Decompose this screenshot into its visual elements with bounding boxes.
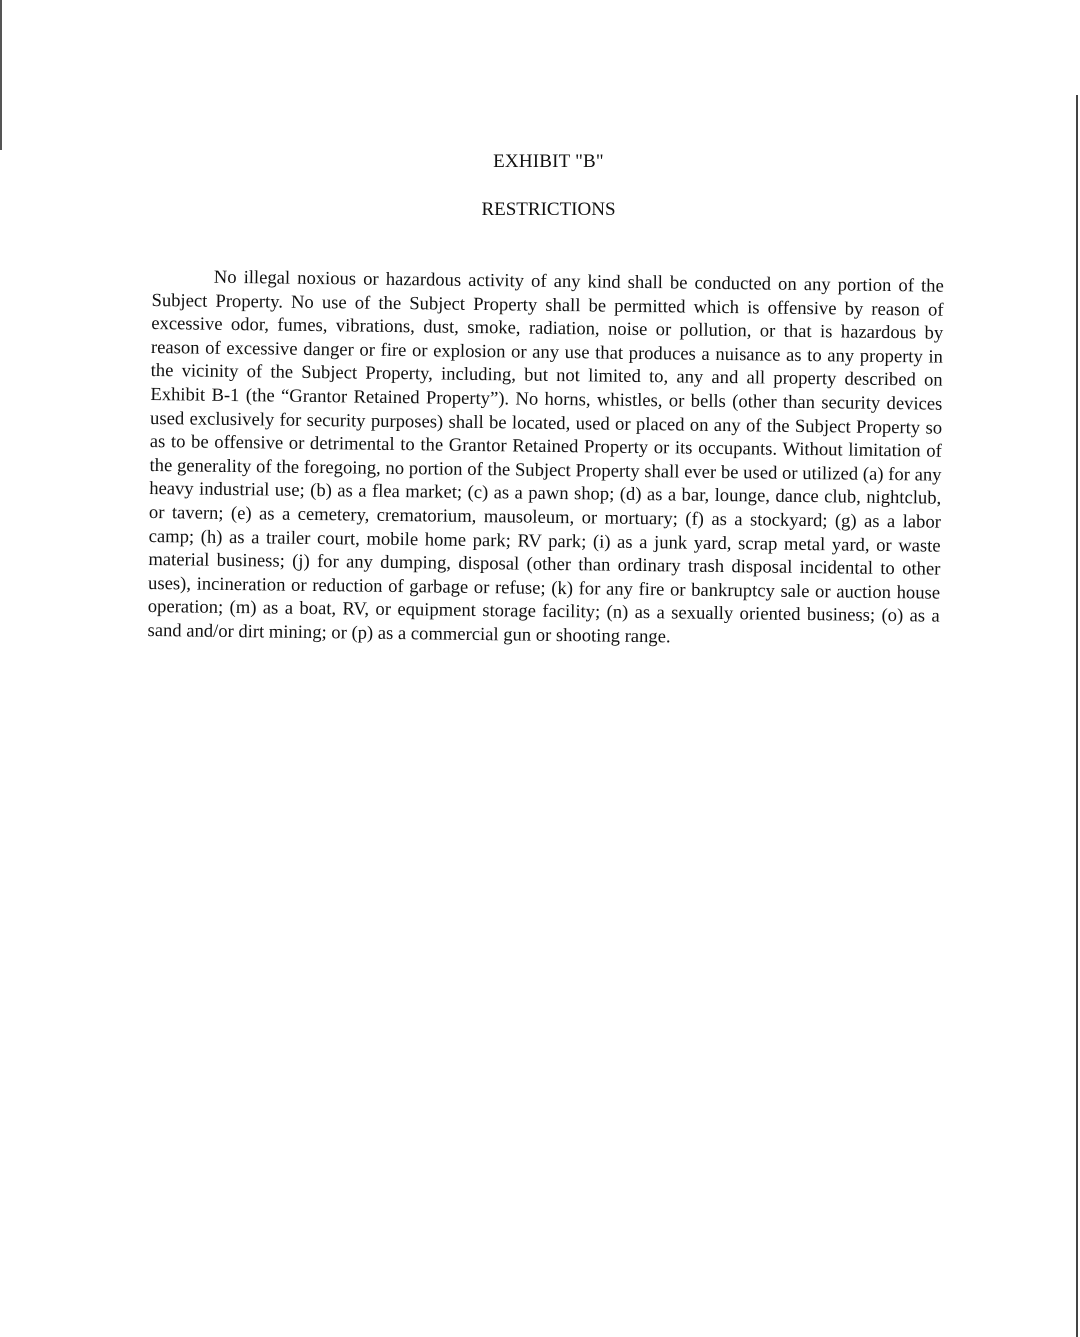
scan-edge-left bbox=[0, 0, 2, 150]
section-title: RESTRICTIONS bbox=[481, 199, 616, 220]
scan-edge-right bbox=[1076, 95, 1078, 1337]
exhibit-title: EXHIBIT "B" bbox=[493, 151, 604, 172]
restrictions-paragraph: No illegal noxious or hazardous activity of any kind shall be conducted on any portion of the Subject Property. No use of the Subject Property shall be permitted which is offensive by reason of excessive odor, fumes, vibrations, dust, smoke, radiation, noise or pollution, or that is hazardous by reason of excessive danger or fire or explosion or any use that produces a nuisance as to any property in the vicinity of the Subject Property, including, but not limited to, any and all property described on Exhibit B-1 (the “Grantor Retained Property”). No horns, whistles, or bells (other than security devices used exclusively for security purposes) shall be located, used or placed on any of the Subject Property so as to be offensive or detrimental to the Grantor Retained Property or its occupants. Without limitation of the generality of the foregoing, no portion of the Subject Property shall ever be used or utilized (a) for any heavy industrial use; (b) as a flea market; (c) as a pawn shop; (d) as a bar, lounge, dance club, nightclub, or tavern; (e) as a cemetery, crematorium, mausoleum, or mortuary; (f) as a stockyard; (g) as a labor camp; (h) as a trailer court, mobile home park; RV park; (i) as a junk yard, scrap metal yard, or waste material business; (j) for any dumping, disposal (other than ordinary trash disposal incidental to other uses), incineration or reduction of garbage or refuse; (k) for any fire or bankruptcy sale or auction house operation; (m) as a boat, RV, or equipment storage facility; (n) as a sexually oriented business; (o) as a sand and/or dirt mining; or (p) as a commercial gun or shooting range. bbox=[147, 266, 944, 648]
